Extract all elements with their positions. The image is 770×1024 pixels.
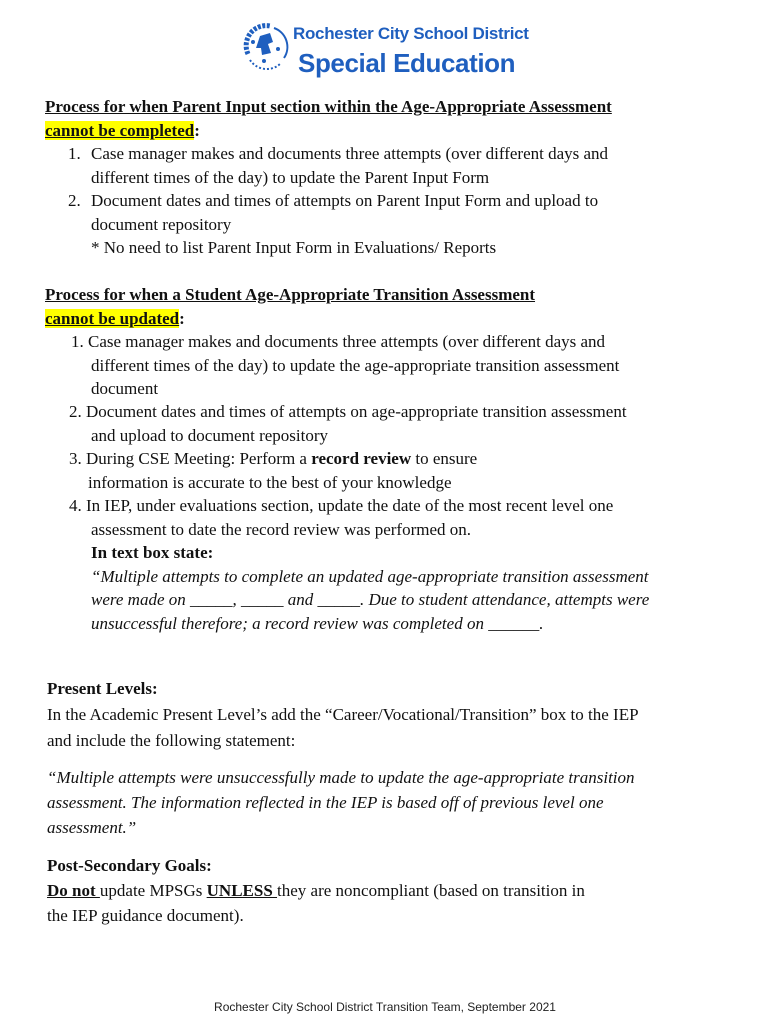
item-text: 2. Document dates and times of attempts on age-appropriate transition assessment xyxy=(69,402,627,421)
paragraph-text: the IEP guidance document). xyxy=(47,906,244,925)
item-text: document repository xyxy=(91,214,232,234)
section1-title xyxy=(45,95,612,142)
item-text: Case manager makes and documents three attempts (over different days and xyxy=(91,144,609,163)
quote-text: “Multiple attempts were unsuccessfully made to update the age-appropriate transition xyxy=(47,768,635,787)
section2-item-3 xyxy=(69,447,477,494)
colon: : xyxy=(194,120,200,140)
section2-title-line1: Process for when a Student Age-Appropriate Transition Assessment xyxy=(45,285,536,304)
item-text: Document dates and times of attempts on Parent Input Form and upload to xyxy=(91,191,599,210)
highlight-cannot-be-updated: cannot be updated xyxy=(45,308,180,328)
item-text: to ensure xyxy=(411,449,478,468)
section2-item-4 xyxy=(69,494,649,635)
section1-title-line1: Process for when Parent Input section within the Age-Appropriate Assessment xyxy=(45,97,612,116)
item-text: 4. In IEP, under evaluations section, update the date of the most recent level one xyxy=(69,496,614,515)
present-levels-section xyxy=(47,676,639,754)
do-not-emphasis: Do not xyxy=(47,881,100,900)
district-seal-logo xyxy=(240,20,292,72)
present-levels-quote xyxy=(47,765,635,840)
paragraph-text: In the Academic Present Level’s add the “Career/Vocational/Transition” box to the IEP xyxy=(47,705,639,724)
quote-text: were made on _____, _____ and _____. Due to student attendance, attempts were xyxy=(91,590,650,609)
note: * No need to list Parent Input Form in Evaluations/ Reports xyxy=(91,238,497,257)
section1-item-2 xyxy=(68,189,599,260)
record-review-emphasis: record review xyxy=(311,449,412,468)
item-text: different times of the day) to update the Parent Input Form xyxy=(91,167,490,187)
highlight-cannot-be-completed: cannot be completed xyxy=(45,120,195,140)
item-number: 2. xyxy=(68,191,81,210)
colon: : xyxy=(179,308,185,328)
item-text: 3. During CSE Meeting: Perform a xyxy=(69,449,312,468)
item-number: 1. xyxy=(68,144,81,163)
item-text: 1. Case manager makes and documents three attempts (over different days and xyxy=(71,332,606,351)
item-text: assessment to date the record review was performed on. xyxy=(91,519,472,539)
present-levels-title: Present Levels: xyxy=(47,679,158,698)
quote-text: unsuccessful therefore; a record review was completed on ______. xyxy=(91,613,544,633)
department-name: Special Education xyxy=(298,48,516,78)
district-header xyxy=(240,18,540,80)
item-text: and upload to document repository xyxy=(91,425,329,445)
unless-emphasis: UNLESS xyxy=(206,881,278,900)
section2-item-1 xyxy=(71,330,619,401)
quote-text: “Multiple attempts to complete an updated age-appropriate transition assessment xyxy=(91,566,649,586)
quote-text: assessment. The information reflected in the IEP is based off of previous level one xyxy=(47,793,604,812)
section2-title xyxy=(45,283,535,330)
text-box-label: In text box state: xyxy=(91,543,214,562)
item-text: document xyxy=(91,379,159,398)
quote-text: assessment.” xyxy=(47,818,137,837)
paragraph-text: they are noncompliant (based on transition in xyxy=(277,881,585,900)
post-secondary-title: Post-Secondary Goals: xyxy=(47,856,212,875)
district-name: Rochester City School District xyxy=(293,24,529,43)
section2-item-2 xyxy=(69,400,627,447)
paragraph-text: and include the following statement: xyxy=(47,731,296,750)
page-footer: Rochester City School District Transition Team, September 2021 xyxy=(214,1000,556,1014)
paragraph-text: update MPSGs xyxy=(99,881,207,900)
item-text: information is accurate to the best of your knowledge xyxy=(88,472,452,492)
item-text: different times of the day) to update the age-appropriate transition assessment xyxy=(91,355,620,375)
section1-item-1 xyxy=(68,142,609,189)
post-secondary-section xyxy=(47,853,585,928)
